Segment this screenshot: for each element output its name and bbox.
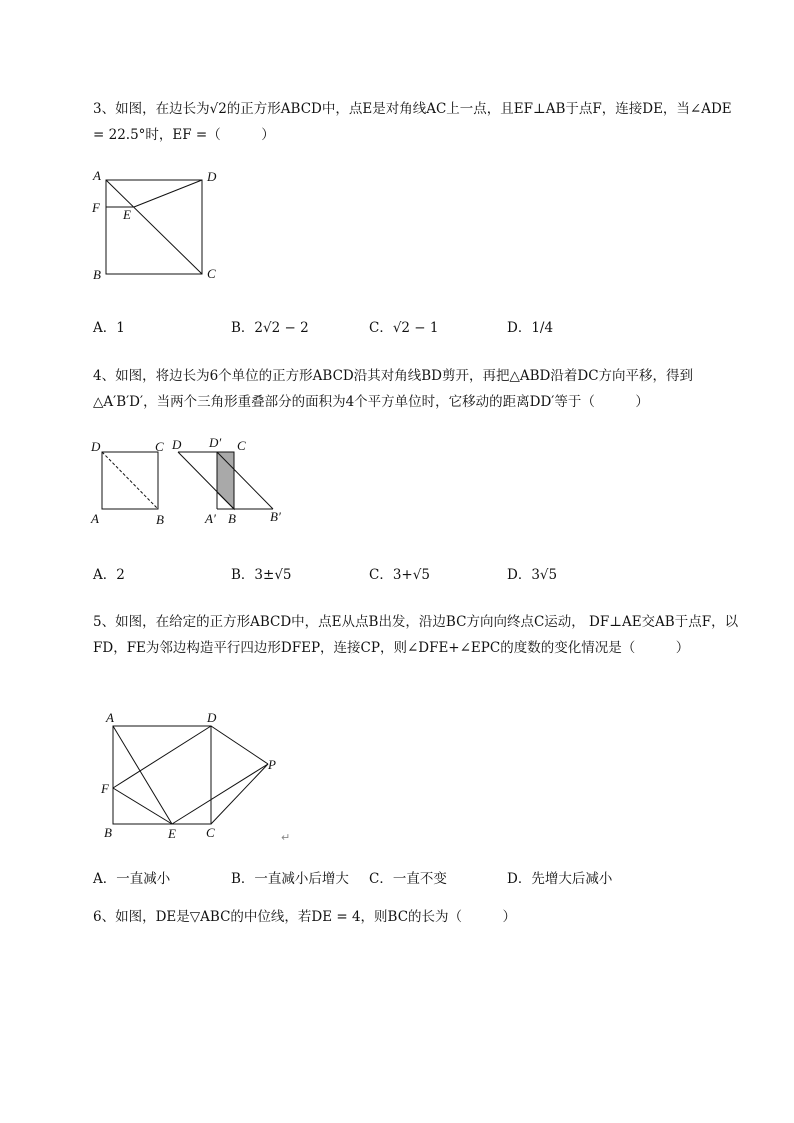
label-d-left: D <box>91 439 101 454</box>
question-3-figure <box>88 166 228 286</box>
question-3-text: 3、如图，在边长为√2的正方形ABCD中，点E是对角线AC上一点，且EF⊥AB于点F，连接DE，当∠ADE = 22.5°时，EF =（ ） <box>93 101 732 143</box>
question-5-text: 5、如图，在给定的正方形ABCD中，点E从点B出发，沿边BC方向向终点C运动， DF⊥AE交AB于点F，以FD，FE为邻边构造平行四边形DFEP，连接CP，则∠DFE+∠EPC的度数的变化情况是（ ） <box>93 614 739 656</box>
label-c: C <box>206 825 215 840</box>
label-p: P <box>268 757 276 772</box>
q3-option-c[interactable]: C．√2 − 1 <box>369 320 439 336</box>
question-5-options <box>93 867 743 891</box>
q3-option-a[interactable]: A．1 <box>93 320 125 336</box>
question-6-text: 6、如图，DE是▽ABC的中位线，若DE = 4，则BC的长为（ ） <box>93 909 517 925</box>
label-e: E <box>123 207 131 222</box>
segment-dp <box>211 726 268 764</box>
label-b-right: B <box>228 511 236 526</box>
dashed-diagonal-bd <box>102 452 158 509</box>
question-5-figure <box>96 706 296 846</box>
label-a-left: A <box>91 511 99 526</box>
q4-option-c[interactable]: C．3+√5 <box>369 567 430 583</box>
label-b: B <box>93 267 101 282</box>
question-4-text: 4、如图，将边长为6个单位的正方形ABCD沿其对角线BD剪开，再把△ABD沿着DC方向平移，得到△A′B′D′，当两个三角形重叠部分的面积为4个平方单位时，它移动的距离DD′等于（ ） <box>93 368 694 410</box>
label-dprime: D′ <box>209 435 222 450</box>
q4-option-a[interactable]: A．2 <box>93 567 125 583</box>
q5-option-d[interactable]: D．先增大后减小 <box>507 871 613 887</box>
label-c-right: C <box>237 438 246 453</box>
q5-option-b[interactable]: B．一直减小后增大 <box>231 871 349 887</box>
label-aprime: A′ <box>205 511 216 526</box>
label-d-right: D <box>172 437 182 452</box>
q3-option-d[interactable]: D．1/4 <box>507 320 554 336</box>
label-a: A <box>93 168 101 183</box>
label-d: D <box>207 169 217 184</box>
segment-ae <box>113 726 172 824</box>
q4-option-d[interactable]: D．3√5 <box>507 567 558 583</box>
label-e: E <box>168 826 176 841</box>
q3-option-b[interactable]: B．2√2 − 2 <box>231 320 309 336</box>
label-c: C <box>207 266 216 281</box>
label-a: A <box>106 710 114 725</box>
label-b-left: B <box>156 512 164 527</box>
question-4-options <box>93 563 743 587</box>
label-f: F <box>92 200 100 215</box>
label-b: B <box>104 825 112 840</box>
segment-fe <box>113 788 172 824</box>
segment-de <box>134 180 202 207</box>
question-3-options <box>93 316 743 340</box>
diagonal-ac <box>106 180 202 274</box>
q5-option-a[interactable]: A．一直减小 <box>93 871 171 887</box>
question-4-figure <box>88 436 298 531</box>
label-c-left: C <box>155 439 164 454</box>
paragraph-mark: ↵ <box>281 831 291 844</box>
q5-option-c[interactable]: C．一直不变 <box>369 871 447 887</box>
label-bprime: B′ <box>270 509 281 524</box>
q4-option-b[interactable]: B．3±√5 <box>231 567 292 583</box>
label-f: F <box>101 781 109 796</box>
segment-df <box>113 726 211 788</box>
label-d: D <box>207 710 217 725</box>
